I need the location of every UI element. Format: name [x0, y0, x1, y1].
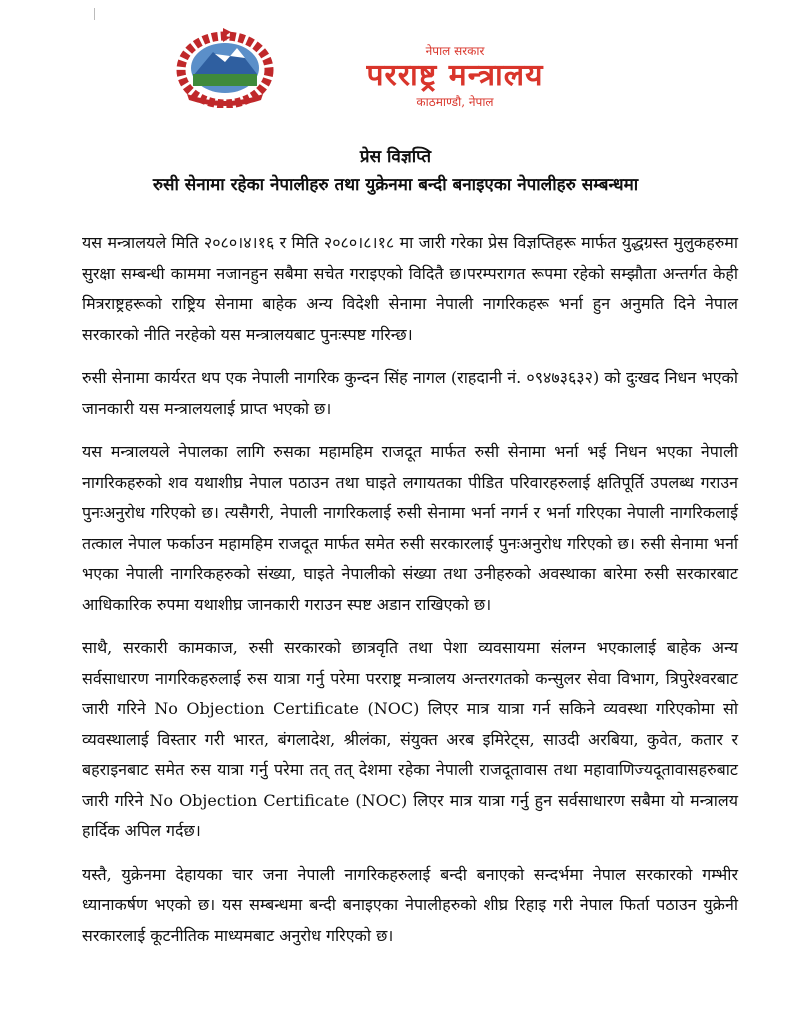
document-subject: रुसी सेनामा रहेका नेपालीहरु तथा युक्रेनमा बन्दी बनाइएका नेपालीहरु सम्बन्धमा: [152, 175, 639, 195]
scan-mark: [94, 8, 95, 20]
nepal-emblem-icon: [175, 28, 275, 108]
paragraph: यस मन्त्रालयले मिति २०८०।४।१६ र मिति २०८०।८।१८ मा जारी गरेका प्रेस विज्ञप्तिहरू मार्फत युद्धग्रस्त मुलुकहरुमा सुरक्षा सम्बन्धी काममा नजानहुन सबैमा सचेत गराइएको विदितै छ।परम्परागत रूपमा रहेको सम्झौता अन्तर्गत केही मित्रराष्ट्रहरूको राष्ट्रिय सेनामा बाहेक अन्य विदेशी सेनामा नेपाली नागरिकहरू भर्ना हुन अनुमति दिने नेपाल सरकारको नीति नरहेको यस मन्त्रालयबाट पुनःस्पष्ट गरिन्छ।: [82, 233, 738, 344]
ministry-location: काठमाण्डौ, नेपाल: [416, 95, 494, 109]
paragraph: यस्तै, युक्रेनमा देहायका चार जना नेपाली नागरिकहरुलाई बन्दी बनाएको सन्दर्भमा नेपाल सरकारको गम्भीर ध्यानाकर्षण भएको छ। यस सम्बन्धमा बन्दी बनाइएका नेपालीहरुको शीघ्र रिहाइ गरी नेपाल फिर्ता पठाउन युक्रेनी सरकारलाई कूटनीतिक माध्यमबाट अनुरोध गरिएको छ।: [82, 864, 738, 945]
letterhead: [175, 28, 595, 108]
government-name: नेपाल सरकार: [425, 44, 485, 58]
paragraph: यस मन्त्रालयले नेपालका लागि रुसका महामहिम राजदूत मार्फत रुसी सेनामा भर्ना भई निधन भएका नेपाली नागरिकहरुको शव यथाशीघ्र नेपाल पठाउन तथा घाइते लगायतका पीडित परिवारहरुलाई क्षतिपूर्ति उपलब्ध गराउन पुनःअनुरोध गरिएको छ। त्यसैगरी, नेपाली नागरिकलाई रुसी सेनामा भर्ना नगर्न र भर्ना गरिएका नेपाली नागरिकलाई तत्काल नेपाल फर्काउन महामहिम राजदूत मार्फत समेत रुसी सरकारलाई पुनःअनुरोध गरिएको छ। रुसी सेनामा भर्ना भएका नेपाली नागरिकहरुको संख्या, घाइते नेपालीको संख्या तथा उनीहरुको अवस्थाका बारेमा रुसी सरकारबाट आधिकारिक रुपमा यथाशीघ्र जानकारी गराउन स्पष्ट अडान राखिएको छ।: [82, 442, 738, 614]
paragraph: रुसी सेनामा कार्यरत थप एक नेपाली नागरिक कुन्दन सिंह नागल (राहदानी नं. ०९४७३६३२) को दुःखद निधन भएको जानकारी यस मन्त्रालयलाई प्राप्त भएको छ।: [82, 368, 738, 418]
document-type: प्रेस विज्ञप्ति: [359, 147, 432, 167]
ministry-name: परराष्ट्र मन्त्रालय: [366, 58, 544, 93]
press-release-body: [82, 228, 738, 964]
paragraph: साथै, सरकारी कामकाज, रुसी सरकारको छात्रवृति तथा पेशा व्यवसायमा संलग्न भएकालाई बाहेक अन्य सर्वसाधारण नागरिकहरुलाई रुस यात्रा गर्नु परेमा परराष्ट्र मन्त्रालय अन्तरगतको कन्सुलर सेवा विभाग, त्रिपुरेश्वरबाट जारी गरिने No Objection Certificate (NOC) लिएर मात्र यात्रा गर्न सकिने व्यवस्था गरिएकोमा सो व्यवस्थालाई विस्तार गरी भारत, बंगलादेश, श्रीलंका, संयुक्त अरब इमिरेट्स, साउदी अरबिया, कुवेत, कतार र बहराइनबाट समेत रुस यात्रा गर्नु परेमा तत् तत् देशमा रहेका नेपाली राजदूतावास तथा महावाणिज्यदूतावासहरुबाट जारी गरिने No Objection Certificate (NOC) लिएर मात्र यात्रा गर्नु हुन सर्वसाधारण सबैमा यो मन्त्रालय हार्दिक अपिल गर्दछ।: [82, 638, 738, 840]
